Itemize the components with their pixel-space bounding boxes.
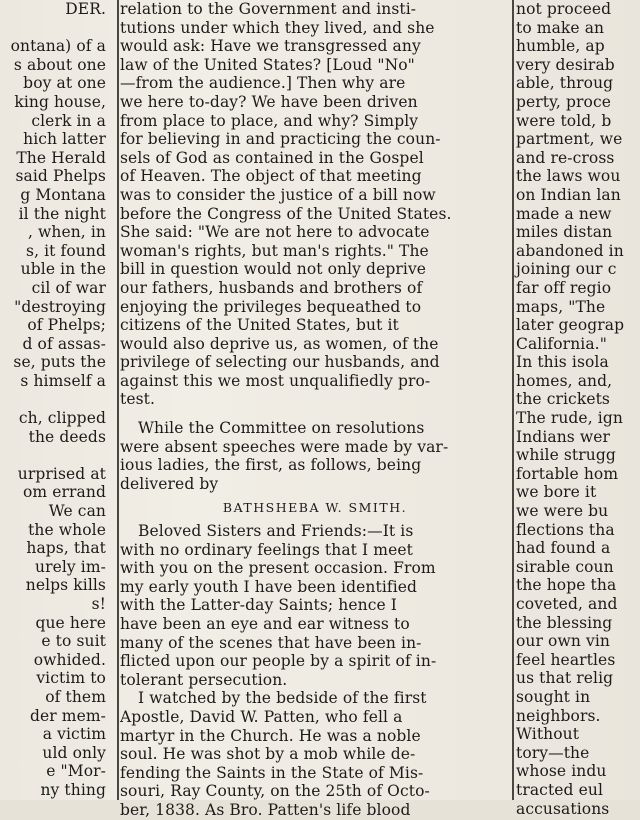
text-line: se, puts the: [13, 353, 106, 372]
text-line: my early youth I have been identified: [120, 577, 418, 596]
text-line: , when, in: [27, 223, 106, 242]
text-line: while strugg: [516, 446, 616, 465]
text-line: Apostle, David W. Patten, who fell a: [120, 707, 403, 726]
text-line: que here: [35, 613, 106, 632]
text-line: coveted, and: [516, 595, 618, 613]
text-line: ny thing: [40, 780, 106, 799]
text-line: [0, 19, 106, 38]
text-line: soul. He was shot by a mob while de-: [120, 745, 416, 764]
text-line: on Indian lan: [516, 185, 621, 204]
text-line: very desirab: [516, 55, 615, 74]
text-line: accusations: [516, 799, 610, 818]
text-line: the deeds: [28, 427, 106, 446]
text-line: we were bu: [516, 502, 609, 521]
text-line: maps, "The: [516, 297, 606, 316]
text-line: d of assas-: [22, 334, 106, 353]
text-line: der mem-: [29, 706, 106, 725]
text-line: "destroying: [14, 297, 106, 316]
text-line: the blessing: [516, 613, 613, 632]
text-line: we bore it: [516, 483, 597, 502]
text-line: said Phelps: [15, 167, 106, 186]
text-line: whose indu: [516, 762, 607, 781]
text-line: Indians wer: [516, 427, 611, 446]
text-line: many of the scenes that have been in-: [120, 633, 422, 652]
text-line: tolerant persecution.: [120, 670, 288, 689]
text-line: miles distan: [516, 223, 613, 242]
text-line: [0, 390, 106, 409]
text-line: were absent speeches were made by var-: [120, 437, 449, 456]
text-line: our own vin: [516, 632, 610, 651]
text-line: our fathers, husbands and brothers of: [120, 278, 423, 297]
text-line: ontana) of a: [10, 37, 106, 56]
text-line: king house,: [14, 92, 106, 111]
text-line: humble, ap: [516, 37, 605, 56]
text-line: ch, clipped: [18, 409, 106, 428]
text-line: uble in the: [20, 260, 106, 279]
text-line: the crickets: [516, 390, 610, 409]
text-line: il the night: [18, 204, 106, 223]
text-line: we here to-day? We have been driven: [120, 92, 418, 111]
text-line: homes, and,: [516, 371, 613, 390]
text-line: not proceed: [516, 0, 612, 18]
text-line: sirable coun: [516, 557, 614, 576]
text-line: citizens of the United States, but it: [120, 316, 399, 335]
text-line: a victim: [42, 725, 106, 744]
article-top: [120, 0, 510, 409]
text-line: s, it found: [26, 241, 106, 260]
text-line: I watched by the bedside of the first: [138, 689, 427, 708]
text-line: of them: [45, 687, 106, 706]
text-line: would ask: Have we transgressed any: [120, 37, 421, 56]
text-line: privilege of selecting our husbands, and: [120, 353, 440, 372]
column-rule: [117, 0, 119, 800]
text-line: law of the United States? [Loud "No": [120, 55, 415, 74]
text-line: In this isola: [516, 353, 609, 372]
right-column: [516, 0, 640, 818]
text-line: relation to the Government and insti-: [120, 0, 417, 18]
text-line: had found a: [516, 539, 611, 558]
text-line: s!: [91, 595, 106, 613]
text-line: ious ladies, the first, as follows, being: [120, 456, 422, 475]
text-line: far off regio: [516, 278, 612, 297]
text-line: have been an eye and ear witness to: [120, 615, 410, 633]
text-line: delivered by: [120, 474, 219, 493]
speech-paragraph: [120, 522, 510, 689]
text-line: were told, b: [516, 111, 612, 130]
text-line: flections tha: [516, 520, 615, 539]
text-line: was to consider the justice of a bill now: [120, 185, 436, 204]
text-line: tory—the: [516, 743, 590, 762]
text-line: g Montana: [20, 185, 106, 204]
text-line: of Phelps;: [27, 316, 106, 335]
text-line: We can: [48, 502, 106, 521]
text-line: s about one: [13, 55, 106, 74]
text-line: sels of God as contained in the Gospel: [120, 148, 424, 167]
text-line: later geograp: [516, 316, 625, 335]
text-line: before the Congress of the United States.: [120, 204, 452, 223]
text-line: the whole: [28, 520, 106, 539]
text-line: martyr in the Church. He was a noble: [120, 726, 421, 745]
text-line: haps, that: [26, 539, 106, 558]
text-line: from place to place, and why? Simply: [120, 111, 419, 130]
left-column: [0, 0, 114, 800]
text-line: [0, 446, 106, 465]
text-line: against this we most unqualifiedly pro-: [120, 371, 431, 390]
text-line: abandoned in: [516, 241, 624, 260]
text-line: DER.: [65, 0, 106, 18]
text-line: us that relig: [516, 669, 614, 688]
text-line: feel heartles: [516, 650, 616, 669]
text-line: —from the audience.] Then why are: [120, 74, 406, 93]
text-line: test.: [120, 390, 156, 409]
text-line: able, throug: [516, 74, 614, 93]
text-line: fending the Saints in the State of Mis-: [120, 763, 424, 782]
text-line: ber, 1838. As Bro. Patten's life blood: [120, 800, 411, 819]
patten-paragraph: [120, 689, 510, 819]
text-line: clerk in a: [31, 111, 106, 130]
text-line: The Herald: [16, 148, 106, 167]
text-line: with you on the present occasion. From: [120, 559, 436, 578]
text-line: urprised at: [17, 464, 106, 483]
speaker-byline: BATHSHEBA W. SMITH.: [222, 500, 408, 516]
text-line: owhided.: [33, 650, 106, 669]
text-line: victim to: [36, 669, 106, 688]
text-line: to make an: [516, 18, 605, 37]
middle-column: [120, 0, 510, 819]
text-line: flicted upon our people by a spirit of in-: [120, 652, 437, 671]
text-line: The rude, ign: [516, 409, 623, 428]
text-line: s himself a: [20, 371, 106, 390]
text-line: While the Committee on resolutions: [138, 419, 425, 438]
text-line: made a new: [516, 204, 612, 223]
text-line: e "Mor-: [46, 762, 106, 781]
text-line: neighbors.: [516, 706, 601, 725]
text-line: California.": [516, 334, 607, 353]
text-line: for believing in and practicing the coun-: [120, 130, 441, 149]
text-line: perty, proce: [516, 92, 612, 111]
text-line: Beloved Sisters and Friends:—It is: [138, 522, 414, 541]
text-line: of Heaven. The object of that meeting: [120, 167, 422, 186]
text-line: would also deprive us, as women, of the: [120, 334, 439, 353]
committee-paragraph: [120, 419, 510, 493]
text-line: enjoying the privileges bequeathed to: [120, 297, 422, 316]
text-line: urely im-: [35, 557, 106, 576]
text-line: tracted eul: [516, 780, 604, 799]
text-line: fortable hom: [516, 464, 619, 483]
text-line: hich latter: [23, 130, 106, 149]
text-line: woman's rights, but man's rights." The: [120, 241, 429, 260]
text-line: She said: "We are not here to advocate: [120, 223, 430, 242]
text-line: boy at one: [23, 74, 106, 93]
text-line: uld only: [42, 743, 106, 762]
text-line: the hope tha: [516, 576, 617, 595]
text-line: and re-cross: [516, 148, 615, 167]
text-line: nelps kills: [25, 576, 106, 595]
text-line: bill in question would not only deprive: [120, 260, 427, 279]
text-line: joining our c: [516, 260, 617, 279]
text-line: with no ordinary feelings that I meet: [120, 540, 413, 559]
text-line: with the Latter-day Saints; hence I: [120, 596, 398, 615]
text-line: souri, Ray County, on the 25th of Octo-: [120, 782, 430, 801]
text-line: om errand: [23, 483, 106, 502]
column-rule: [512, 0, 514, 800]
text-line: sought in: [516, 687, 591, 706]
text-line: tutions under which they lived, and she: [120, 18, 435, 37]
text-line: cil of war: [31, 278, 106, 297]
text-line: partment, we: [516, 130, 623, 149]
text-line: the laws wou: [516, 167, 621, 186]
text-line: e to suit: [41, 632, 106, 651]
text-line: Without: [516, 725, 580, 744]
